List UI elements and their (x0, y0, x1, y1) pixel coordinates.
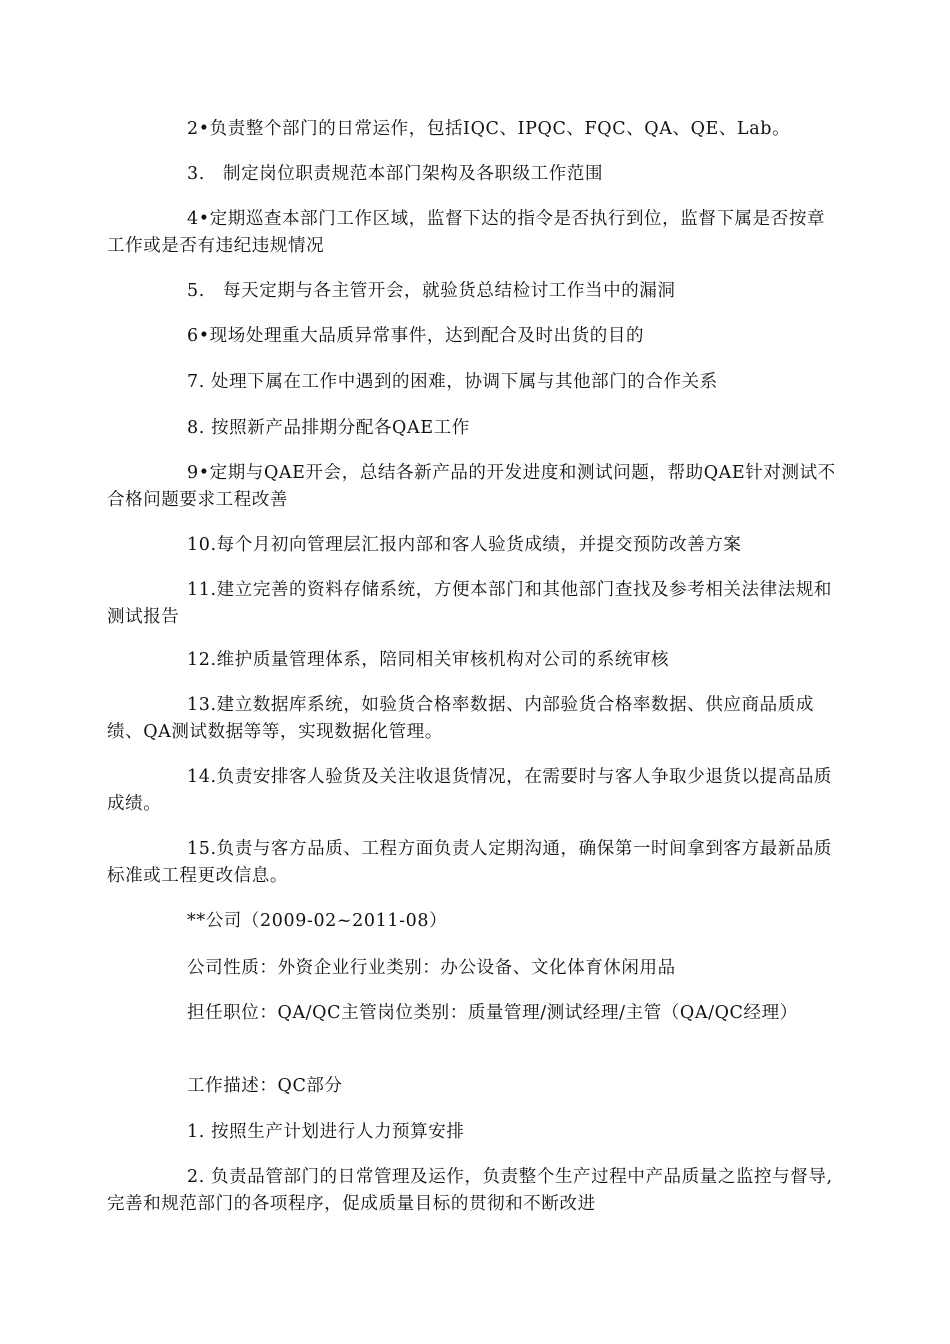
qc-item-2: 2. 负责品管部门的日常管理及运作，负责整个生产过程中产品质量之监控与督导,完善和规范部门的各项程序，促成质量目标的贯彻和不断改进 (107, 1167, 833, 1214)
paragraph-2: 2•负责整个部门的日常运作，包括IQC、IPQC、FQC、QA、QE、Lab。 (187, 119, 791, 139)
paragraph-6: 6•现场处理重大品质异常事件，达到配合及时出货的目的 (187, 326, 645, 346)
paragraph-14: 14.负责安排客人验货及关注收退货情况，在需要时与客人争取少退货以提高品质成绩。 (107, 767, 833, 814)
paragraph-4: 4•定期巡查本部门工作区域，监督下达的指令是否执行到位，监督下属是否按章工作或是否有违纪违规情况 (107, 209, 826, 256)
qc-item-1: 1. 按照生产计划进行人力预算安排 (187, 1122, 465, 1142)
paragraph-15: 15.负责与客方品质、工程方面负责人定期沟通，确保第一时间拿到客方最新品质标准或工程更改信息。 (107, 839, 833, 886)
paragraph-8: 8. 按照新产品排期分配各QAE工作 (187, 418, 470, 438)
paragraph-11: 11.建立完善的资料存储系统，方便本部门和其他部门查找及参考相关法律法规和测试报告 (107, 580, 833, 627)
position-held: 担任职位：QA/QC主管岗位类别：质量管理/测试经理/主管（QA/QC经理） (187, 1003, 798, 1023)
paragraph-13: 13.建立数据库系统，如验货合格率数据、内部验货合格率数据、供应商品质成绩、QA测试数据等等，实现数据化管理。 (107, 695, 814, 742)
paragraph-5: 5. 每天定期与各主管开会，就验货总结检讨工作当中的漏洞 (187, 281, 676, 301)
paragraph-7: 7. 处理下属在工作中遇到的困难，协调下属与其他部门的合作关系 (187, 372, 718, 392)
paragraph-10: 10.每个月初向管理层汇报内部和客人验货成绩，并提交预防改善方案 (187, 535, 742, 555)
paragraph-9: 9•定期与QAE开会，总结各新产品的开发进度和测试问题，帮助QAE针对测试不合格问题要求工程改善 (107, 463, 836, 510)
paragraph-12: 12.维护质量管理体系，陪同相关审核机构对公司的系统审核 (187, 650, 670, 670)
company-heading: **公司（2009-02~2011-08） (187, 911, 448, 931)
company-nature: 公司性质：外资企业行业类别：办公设备、文化体育休闲用品 (187, 958, 676, 978)
job-description-heading: 工作描述：QC部分 (187, 1076, 343, 1096)
paragraph-3: 3. 制定岗位职责规范本部门架构及各职级工作范围 (187, 164, 604, 184)
